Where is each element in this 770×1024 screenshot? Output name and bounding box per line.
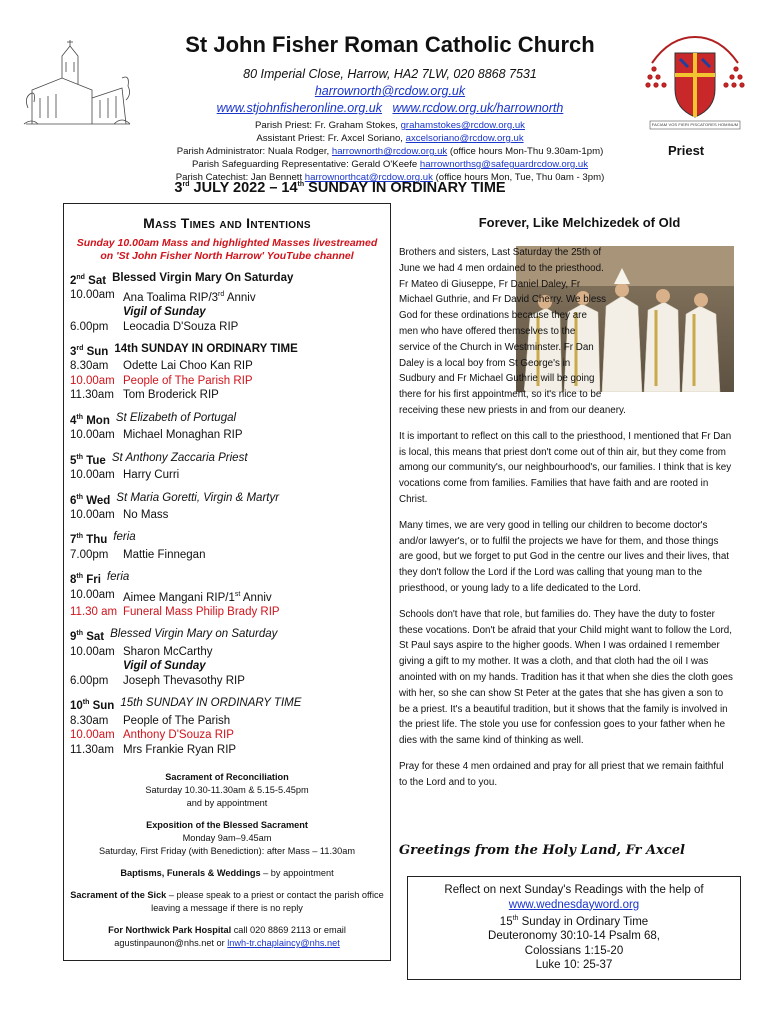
intention-text: Harry Curri <box>123 469 180 482</box>
article-title: Forever, Like Melchizedek of Old <box>478 215 681 230</box>
vigil-heading: Vigil of Sunday <box>123 660 206 673</box>
church-title: St John Fisher Roman Catholic Church <box>185 32 595 57</box>
mass-time: 11.30am <box>70 743 114 756</box>
reflect-reading-2: Colossians 1:15-20 <box>524 944 624 957</box>
mass-intention <box>70 428 384 443</box>
church-address-block <box>150 66 630 117</box>
mass-days-list <box>70 271 384 758</box>
mass-day-date: 3rd Sun <box>70 345 109 358</box>
mass-time: 10.00am <box>70 469 115 482</box>
mass-time: 10.00am <box>70 288 115 301</box>
mass-intention <box>70 374 384 389</box>
intention-text: Leocadia D'Souza RIP <box>123 320 239 333</box>
priest-label: Priest <box>668 143 705 158</box>
mass-time: 11.30am <box>70 389 114 402</box>
mass-day-feast: St Elizabeth of Portugal <box>115 411 237 424</box>
church-address: 80 Imperial Close, Harrow, HA2 7LW, 020 8868 7531 <box>243 67 537 81</box>
mass-day-date: 6th Wed <box>70 493 111 507</box>
staff-line: Parish Administrator: Nuala Rodger, harrownorth@rcdow.org.uk (office hours Mon-Thu 9.30am-1pm) <box>176 146 604 157</box>
mass-day-feast: 14th SUNDAY IN ORDINARY TIME <box>114 343 298 356</box>
crest-motto: FACIAM VOS FIERI PISCATORES HOMINUM <box>651 122 739 127</box>
chaplaincy-email-link[interactable]: lnwh-tr.chaplaincy@nhs.net <box>227 938 340 949</box>
mass-intention <box>70 388 384 403</box>
mass-day <box>70 570 384 619</box>
mass-day-date: 10th Sun <box>70 699 115 713</box>
mass-time: 10.00am <box>70 508 115 521</box>
intention-text: Michael Monaghan RIP <box>123 429 243 442</box>
exposition-heading: Exposition of the Blessed Sacrament <box>146 820 308 831</box>
intention-text: Sharon McCarthy <box>123 645 213 658</box>
mass-intention <box>70 714 384 729</box>
mass-day <box>70 491 384 523</box>
church-sketch-logo <box>22 38 134 130</box>
mass-intention <box>70 548 384 563</box>
mass-day-feast: feria <box>106 571 130 584</box>
intention-text: Anthony D'Souza RIP <box>123 729 234 742</box>
article-greeting: Greetings from the Holy Land, Fr Axcel <box>399 843 685 858</box>
vigil-heading: Vigil of Sunday <box>123 306 206 319</box>
article-body <box>399 245 734 801</box>
reflect-reading-3: Luke 10: 25-37 <box>535 959 613 972</box>
mass-time: 10.00am <box>70 429 115 442</box>
parish-website-link[interactable]: www.stjohnfisheronline.org.uk <box>216 101 383 115</box>
mass-day-feast: Blessed Virgin Mary on Saturday <box>110 628 278 641</box>
mass-time: 10.00am <box>70 729 115 742</box>
mass-day-feast: 15th SUNDAY IN ORDINARY TIME <box>120 697 302 710</box>
mass-intention <box>70 468 384 483</box>
mass-time: 10.00am <box>70 645 115 658</box>
mass-times-heading: Mass Times and Intentions <box>143 215 311 231</box>
mass-day <box>70 451 384 483</box>
church-email-link[interactable]: harrownorth@rcdow.org.uk <box>314 84 466 98</box>
mass-intention <box>70 728 384 743</box>
mass-day <box>70 530 384 562</box>
reconciliation-times: Saturday 10.30-11.30am & 5.15-5.45pm <box>145 785 309 796</box>
article-paragraph: It is important to reflect on this call to the priesthood, I mentioned that Fr Dan is local, this means that priest don't come out of thin air, but they come from among our community's, our neighbourhood's, our families. I think that is key vocations come from families. Families that have faith and are rooted in Christ. <box>399 430 732 505</box>
article-paragraph: Pray for these 4 men ordained and pray for all priest that we remain faithful to the Lord and to you. <box>399 760 724 788</box>
reconciliation-heading: Sacrament of Reconciliation <box>165 772 289 783</box>
reflect-sunday: 15th Sunday in Ordinary Time <box>499 915 649 928</box>
mass-day-date: 5th Tue <box>70 453 106 467</box>
parish-staff-list <box>150 119 630 184</box>
mass-intention <box>70 645 384 660</box>
reflect-readings-box <box>407 876 741 980</box>
intention-text: Tom Broderick RIP <box>123 389 219 402</box>
exposition-saturday: Saturday, First Friday (with Benediction): after Mass – 11.30am <box>99 846 355 857</box>
mass-intention <box>70 288 384 305</box>
mass-intention <box>70 508 384 523</box>
reflect-reading-1: Deuteronomy 30:10-14 Psalm 68, <box>488 930 660 943</box>
bishop-crest-logo <box>640 33 750 133</box>
staff-email-link[interactable]: harrownorth@rcdow.org.uk <box>331 146 448 157</box>
reflect-intro: Reflect on next Sunday's Readings with the help of <box>444 884 704 896</box>
mass-time: 8.30am <box>70 714 109 727</box>
mass-day-date: 7th Thu <box>70 533 108 547</box>
staff-line: Parish Safeguarding Representative: Gerald O'Keefe harrownorthsg@safeguardrcdow.org.uk <box>191 159 589 170</box>
baptisms-line: Baptisms, Funerals & Weddings – by appointment <box>120 868 334 879</box>
mass-day <box>70 627 384 688</box>
mass-day <box>70 271 384 335</box>
exposition-times: Monday 9am–9.45am <box>182 833 272 844</box>
mass-day <box>70 342 384 403</box>
diocese-website-link[interactable]: www.rcdow.org.uk/harrownorth <box>392 101 564 115</box>
intention-text: Mattie Finnegan <box>123 548 206 561</box>
sick-line: Sacrament of the Sick – please speak to a priest or contact the parish office leaving a message if there is no reply <box>70 890 384 914</box>
mass-time: 10.00am <box>70 374 115 387</box>
mass-day-feast: St Maria Goretti, Virgin & Martyr <box>116 491 280 504</box>
staff-email-link[interactable]: harrownorthcat@rcdow.org.uk <box>304 172 433 183</box>
mass-day-date: 4th Mon <box>70 413 110 427</box>
intention-text: Aimee Mangani RIP/1st Anniv <box>123 590 272 604</box>
mass-intention <box>70 588 384 605</box>
intention-text: People of The Parish RIP <box>123 374 253 387</box>
intention-text: Odette Lai Choo Kan RIP <box>123 360 253 373</box>
mass-day <box>70 411 384 443</box>
hospital-line: For Northwick Park Hospital call 020 8869 2113 or email agustinpaunon@nhs.net or lnwh-tr.chaplaincy@nhs.net <box>108 925 346 949</box>
mass-day <box>70 696 384 757</box>
mass-intention <box>70 674 384 689</box>
mass-day-feast: St Anthony Zaccaria Priest <box>111 451 248 464</box>
intention-text: People of The Parish <box>123 714 231 727</box>
article-paragraph: Schools don't have that role, but families do. They have the duty to foster these vocations. Don't be afraid that your Child might want to follow the Lord, St Paul says aspire to the higher goods. When I was ordained I remember giving a gift to my mother. It was a cloth, and that cloth had the oil I was anointed with on my hands. Tradition has it that when she dies the cloth goes with her, so she can show St Peter at the gates that she has given a son to be a priest. It's a beautiful tradition, but it shows that the family is involved in the priest life. The stole you use for confession goes to your father when he dies with the same kind of thinking as well. <box>399 608 733 747</box>
mass-day-date: 9th Sat <box>70 630 105 644</box>
staff-line: Parish Catechist: Jan Bennett harrownorthcat@rcdow.org.uk (office hours Mon, Tue, Thu 0am - 3pm) <box>175 172 605 183</box>
mass-times-box <box>63 203 391 961</box>
reconciliation-note: and by appointment <box>186 798 268 809</box>
intention-text: Mrs Frankie Ryan RIP <box>123 743 237 756</box>
mass-day-date: 8th Fri <box>70 573 101 587</box>
mass-intention <box>70 320 384 335</box>
mass-intention <box>70 605 384 620</box>
mass-time: 8.30am <box>70 360 109 373</box>
staff-email-link[interactable]: harrownorthsg@safeguardrcdow.org.uk <box>419 159 589 170</box>
intention-text: Ana Toalima RIP/3rd Anniv <box>123 290 256 304</box>
staff-line: Assistant Priest: Fr. Axcel Soriano, axcelsoriano@rcdow.org.uk <box>256 133 524 144</box>
intention-text: No Mass <box>123 508 169 521</box>
mass-time: 7.00pm <box>70 548 109 561</box>
mass-day-feast: Blessed Virgin Mary On Saturday <box>112 271 294 284</box>
mass-day-feast: feria <box>113 531 136 544</box>
mass-intention <box>70 359 384 374</box>
article-paragraph: Brothers and sisters, Last Saturday the 25th of June we had 4 men ordained to the priesthood. Fr Mateo di Giuseppe, Fr Daniel Daley, Fr Michael Guthrie, and Fr David Cherry. We bless God for these ordinations because they are men who have offered themselves to the service of the Church in Westminster. Fr Dan Daley is a local boy from St George's in Sudbury and Fr Michael Guthrie will be going there for his first appointment, so it's nice to be receiving these new priests in and from our deanery. <box>399 247 626 416</box>
sunday-dateline: 3rd JULY 2022 – 14th SUNDAY IN ORDINARY TIME <box>174 180 506 196</box>
mass-intention <box>70 743 384 758</box>
staff-email-link[interactable]: axcelsoriano@rcdow.org.uk <box>405 133 524 144</box>
intention-text: Funeral Mass Philip Brady RIP <box>123 605 280 618</box>
staff-email-link[interactable]: grahamstokes@rcdow.org.uk <box>400 120 525 131</box>
wednesday-word-link[interactable]: www.wednesdayword.org <box>508 898 640 911</box>
livestream-note: Sunday 10.00am Mass and highlighted Masses livestreamed on 'St John Fisher North Harrow' YouTube channel <box>76 236 378 262</box>
mass-time: 10.00am <box>70 588 115 601</box>
mass-time: 6.00pm <box>70 674 109 687</box>
mass-day-date: 2nd Sat <box>70 273 107 287</box>
article-paragraph: Many times, we are very good in telling our children to become doctor's and/or lawyer's, or to fulfil the projects we have for them, and those things are good, but we forget to put God in the centre our lives and their lives, that they don't follow the Lord if the Lord was calling that young man to the priesthood, or young lady to a life dedicated to the Lord. <box>399 519 730 594</box>
intention-text: Joseph Thevasothy RIP <box>123 674 245 687</box>
mass-time: 11.30 am <box>70 605 118 618</box>
mass-time: 6.00pm <box>70 320 109 333</box>
staff-line: Parish Priest: Fr. Graham Stokes, grahamstokes@rcdow.org.uk <box>255 120 525 131</box>
